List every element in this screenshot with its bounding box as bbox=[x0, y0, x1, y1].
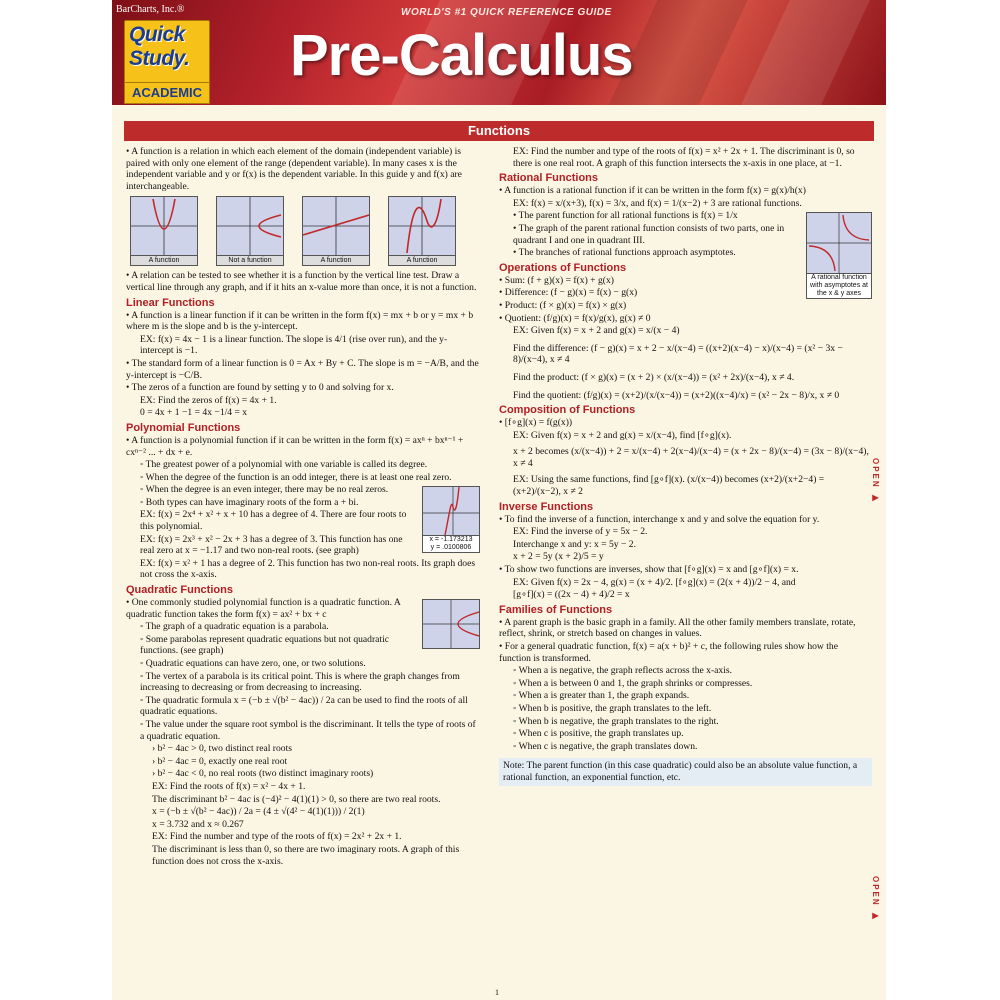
ops-line: • Product: (f × g)(x) = f(x) × g(x) bbox=[499, 299, 627, 311]
linear-line: • The zeros of a function are found by setting y to 0 and solving for x. bbox=[126, 382, 394, 394]
linear-functions-heading: Linear Functions bbox=[126, 296, 215, 309]
linear-line: EX: f(x) = 4x − 1 is a linear function. The slope is 4/1 (rise over run), and the y-intercept is −1. bbox=[140, 333, 448, 357]
ops-line: Find the difference: (f − g)(x) = x + 2 − x/(x−4) = ((x+2)(x−4) − x)/(x−4) = (x² − 3x − 8)/(x−4), x ≠ 4 bbox=[513, 342, 843, 366]
inverse-heading: Inverse Functions bbox=[499, 500, 594, 513]
quad-line: EX: Find the number and type of the roots of f(x) = 2x² + 2x + 1. bbox=[152, 831, 402, 843]
rational-functions-heading: Rational Functions bbox=[499, 172, 598, 185]
fam-line: • A parent graph is the basic graph in a family. All the other family members translate, rotate, reflect, shrink, or stretch based on changes in values. bbox=[499, 616, 856, 640]
quad-line: › b² − 4ac < 0, no real roots (two distinct imaginary roots) bbox=[152, 768, 374, 780]
figure-4-caption: A function bbox=[388, 256, 456, 266]
poly-line: ◦ When the degree of the function is an odd integer, there is at least one real zero. bbox=[140, 471, 452, 483]
logo-study-text: Study. bbox=[129, 47, 190, 70]
page-number: 1 bbox=[495, 988, 499, 997]
ops-line: • Quotient: (f/g)(x) = f(x)/g(x), g(x) ≠ 0 bbox=[499, 312, 651, 324]
quad-line: ◦ The graph of a quadratic equation is a parabola. bbox=[140, 621, 329, 633]
rational-line: • The graph of the parent rational function consists of two parts, one in quadrant I and one in quadrant III. bbox=[513, 222, 785, 246]
quickstudy-logo bbox=[124, 20, 210, 105]
quad-line: EX: Find the roots of f(x) = x² − 4x + 1. bbox=[152, 780, 306, 792]
sideways-parabola-icon bbox=[422, 599, 480, 649]
quad-line: ◦ Quadratic equations can have zero, one, or two solutions. bbox=[140, 658, 366, 669]
publisher-name: BarCharts, Inc.® bbox=[116, 4, 185, 15]
polynomial-graph-icon bbox=[422, 486, 480, 536]
polynomial-functions-heading: Polynomial Functions bbox=[126, 421, 241, 434]
quad-line: ◦ Some parabolas represent quadratic equations but not quadratic functions. (see graph) bbox=[140, 633, 390, 657]
vertical-line-test: • A relation can be tested to see whether it is a function by the vertical line test. Draw a vertical line through any graph, and if it hits an x-value more than once, it is not a function. bbox=[126, 270, 477, 293]
inv-line: • To show two functions are inverses, show that [f∘g](x) = x and [g∘f](x) = x. bbox=[499, 564, 799, 576]
poly-line: ◦ The greatest power of a polynomial with one variable is called its degree. bbox=[140, 459, 428, 471]
quad-line: ◦ The quadratic formula x = (−b ± √(b² − 4ac)) / 2a can be used to find the roots of all quadratic equations. bbox=[140, 694, 468, 718]
open-tab-indicator: OPEN ▶ bbox=[871, 876, 880, 922]
families-heading: Families of Functions bbox=[499, 603, 613, 616]
comp-line: • [f∘g](x) = f(g(x)) bbox=[499, 417, 573, 429]
linear-line: EX: Find the zeros of f(x) = 4x + 1. bbox=[140, 394, 277, 406]
rational-figure-caption: A rational function with asymptotes at the x & y axes bbox=[806, 274, 872, 299]
quad-line: › b² − 4ac > 0, two distinct real roots bbox=[152, 743, 292, 755]
ops-line: • Difference: (f − g)(x) = f(x) − g(x) bbox=[499, 287, 638, 299]
quad-line: • One commonly studied polynomial function is a quadratic function. A quadratic function takes the form f(x) = ax² + bx + c bbox=[126, 597, 401, 620]
poly-line: EX: f(x) = 2x⁴ + x² + x + 10 has a degree of 4. There are four roots to this polynomial. bbox=[140, 509, 407, 533]
fam-line: ◦ When c is positive, the graph translates up. bbox=[513, 728, 684, 740]
figure-3-caption: A function bbox=[302, 256, 370, 266]
inv-line: Interchange x and y: x = 5y − 2. bbox=[513, 538, 636, 550]
fam-line: • For a general quadratic function, f(x) = a(x + b)² + c, the following rules show how the function is transformed. bbox=[499, 641, 838, 664]
quadratic-functions-heading: Quadratic Functions bbox=[126, 584, 233, 597]
poly-line: EX: f(x) = 2x³ + x² − 2x + 3 has a degree of 3. This function has one real zero at x = −1.17 and two non-real roots. (see graph) bbox=[140, 533, 403, 557]
fam-line: ◦ When b is positive, the graph translates to the left. bbox=[513, 702, 712, 714]
figure-2 bbox=[216, 196, 284, 266]
fam-line: ◦ When b is negative, the graph translates to the right. bbox=[513, 715, 719, 727]
quad-line: › b² − 4ac = 0, exactly one real root bbox=[152, 755, 288, 767]
parabola-graph-icon bbox=[130, 196, 198, 256]
line-graph-icon bbox=[302, 196, 370, 256]
quad-line: ◦ The vertex of a parabola is its critical point. This is where the graph changes from increasing to decreasing or from decreasing to increasing. bbox=[140, 670, 460, 694]
logo-quick-text: Quick bbox=[129, 23, 185, 46]
rational-line: • The branches of rational functions approach asymptotes. bbox=[513, 247, 736, 259]
inv-line: • To find the inverse of a function, interchange x and y and solve the equation for y. bbox=[499, 513, 820, 525]
quad-line: x = (−b ± √(b² − 4ac)) / 2a = (4 ± √(4² − 4(1)(1))) / 2(1) bbox=[152, 806, 365, 818]
ops-line: • Sum: (f + g)(x) = f(x) + g(x) bbox=[499, 274, 614, 286]
figure-1 bbox=[130, 196, 198, 266]
comp-line: EX: Using the same functions, find [g∘f](x). (x/(x−4)) becomes (x+2)/(x+2−4) = (x+2)/(x−2), x ≠ 2 bbox=[513, 474, 825, 498]
linear-line: 0 = 4x + 1 −1 = 4x −1/4 = x bbox=[140, 407, 248, 419]
inv-line: x + 2 = 5y (x + 2)/5 = y bbox=[513, 551, 604, 563]
note-box: Note: The parent function (in this case quadratic) could also be an absolute value function, a rational function, an exponential function, etc. bbox=[499, 758, 872, 785]
fam-line: ◦ When a is negative, the graph reflects across the x-axis. bbox=[513, 665, 733, 677]
figure-4 bbox=[388, 196, 456, 266]
page-title: Pre-Calculus bbox=[290, 23, 633, 88]
ops-line: Find the product: (f × g)(x) = (x + 2) × (x/(x−4)) = (x² + 2x)/(x−4), x ≠ 4. bbox=[513, 371, 795, 383]
poly-caption-x: x = -1.173213 bbox=[429, 536, 473, 544]
quad-line: x = 3.732 and x ≈ 0.267 bbox=[152, 818, 244, 830]
open-tab-indicator: OPEN ▶ bbox=[871, 458, 880, 504]
figure-2-caption: Not a function bbox=[216, 256, 284, 266]
poly-caption-y: y = .0100806 bbox=[430, 544, 472, 552]
rational-line: • A function is a rational function if it can be written in the form f(x) = g(x)/h(x) bbox=[499, 185, 806, 197]
left-column bbox=[126, 146, 480, 868]
quadratic-figure bbox=[422, 599, 480, 649]
section-title: Functions bbox=[124, 121, 874, 141]
poly-line: EX: f(x) = x² + 1 has a degree of 2. This function has two non-real roots. Its graph does not cross the x-axis. bbox=[140, 557, 476, 581]
inv-line: EX: Given f(x) = 2x − 4, g(x) = (x + 4)/2. [f∘g](x) = (2(x + 4))/2 − 4, and bbox=[513, 576, 796, 588]
linear-line: • The standard form of a linear function is 0 = Ax + By + C. The slope is m = −A/B, and the y-intercept is −C/B. bbox=[126, 357, 479, 381]
rational-line: EX: f(x) = x/(x+3), f(x) = 3/x, and f(x) = 1/(x−2) + 3 are rational functions. bbox=[513, 197, 802, 209]
inv-line: EX: Find the inverse of y = 5x − 2. bbox=[513, 526, 648, 538]
fam-line: ◦ When a is greater than 1, the graph expands. bbox=[513, 690, 690, 702]
fam-line: ◦ When c is negative, the graph translates down. bbox=[513, 740, 698, 752]
ops-line: EX: Given f(x) = x + 2 and g(x) = x/(x − 4) bbox=[513, 325, 680, 337]
sideways-parabola-graph-icon bbox=[216, 196, 284, 256]
fam-line: ◦ When a is between 0 and 1, the graph shrinks or compresses. bbox=[513, 677, 753, 689]
right-column bbox=[499, 146, 872, 786]
figure-3 bbox=[302, 196, 370, 266]
figure-1-caption: A function bbox=[130, 256, 198, 266]
rational-figure bbox=[806, 212, 872, 299]
header-banner bbox=[112, 0, 886, 105]
ops-line: Find the quotient: (f/g)(x) = (x+2)/(x/(x−4)) = (x+2)((x−4)/x) = (x² − 2x − 8)/x, x ≠ 0 bbox=[513, 389, 840, 401]
inv-line: [g∘f](x) = ((2x − 4) + 4)/2 = x bbox=[513, 589, 630, 601]
rational-graph-icon bbox=[806, 212, 872, 274]
poly-line: • A function is a polynomial function if it can be written in the form f(x) = axⁿ + bxⁿ⁻¹ + cxⁿ⁻² ... + dx + e. bbox=[126, 434, 464, 458]
comp-line: x + 2 becomes (x/(x−4)) + 2 = x/(x−4) + 2(x−4)/(x−4) = (x + 2x − 8)/(x−4) = (3x − 8)/(x−4), x ≠ 4 bbox=[513, 446, 869, 469]
right-top-example: EX: Find the number and type of the roots of f(x) = x² + 2x + 1. The discriminant is 0, so there is one real root. A graph of this function intersects the x-axis in one place, at −1. bbox=[513, 146, 855, 169]
logo-box bbox=[124, 20, 210, 84]
intro-text: • A function is a relation in which each element of the domain (independent variable) is paired with only one element of the range (dependent variable). In many cases x is the independent variable and y or f(x) is the dependent variable. In this guide y and f(x) are interchangeable. bbox=[126, 146, 462, 192]
logo-academic-text: ACADEMIC bbox=[124, 82, 210, 104]
poly-line: ◦ When the degree is an even integer, there may be no real zeros. bbox=[140, 484, 389, 496]
polynomial-figure-caption bbox=[422, 536, 480, 553]
polynomial-figure bbox=[422, 486, 480, 553]
reference-sheet bbox=[112, 0, 886, 1000]
comp-line: EX: Given f(x) = x + 2 and g(x) = x/(x−4), find [f∘g](x). bbox=[513, 429, 732, 441]
composition-heading: Composition of Functions bbox=[499, 404, 636, 417]
quad-line: The discriminant b² − 4ac is (−4)² − 4(1)(1) > 0, so there are two real roots. bbox=[152, 793, 441, 805]
linear-line: • A function is a linear function if it can be written in the form f(x) = mx + b or y = mx + b where m is the slope and b is the y-intercept. bbox=[126, 309, 474, 333]
cubic-graph-icon bbox=[388, 196, 456, 256]
quad-line: The discriminant is less than 0, so there are two imaginary roots. A graph of this function does not cross the x-axis. bbox=[152, 843, 460, 867]
poly-line: ◦ Both types can have imaginary roots of the form a + bi. bbox=[140, 496, 359, 508]
quad-line: ◦ The value under the square root symbol is the discriminant. It tells the type of roots of a quadratic equation. bbox=[140, 718, 476, 742]
tagline: WORLD'S #1 QUICK REFERENCE GUIDE bbox=[401, 7, 612, 18]
rational-line: • The parent function for all rational functions is f(x) = 1/x bbox=[513, 210, 738, 222]
function-examples bbox=[130, 196, 480, 266]
operations-heading: Operations of Functions bbox=[499, 261, 627, 274]
